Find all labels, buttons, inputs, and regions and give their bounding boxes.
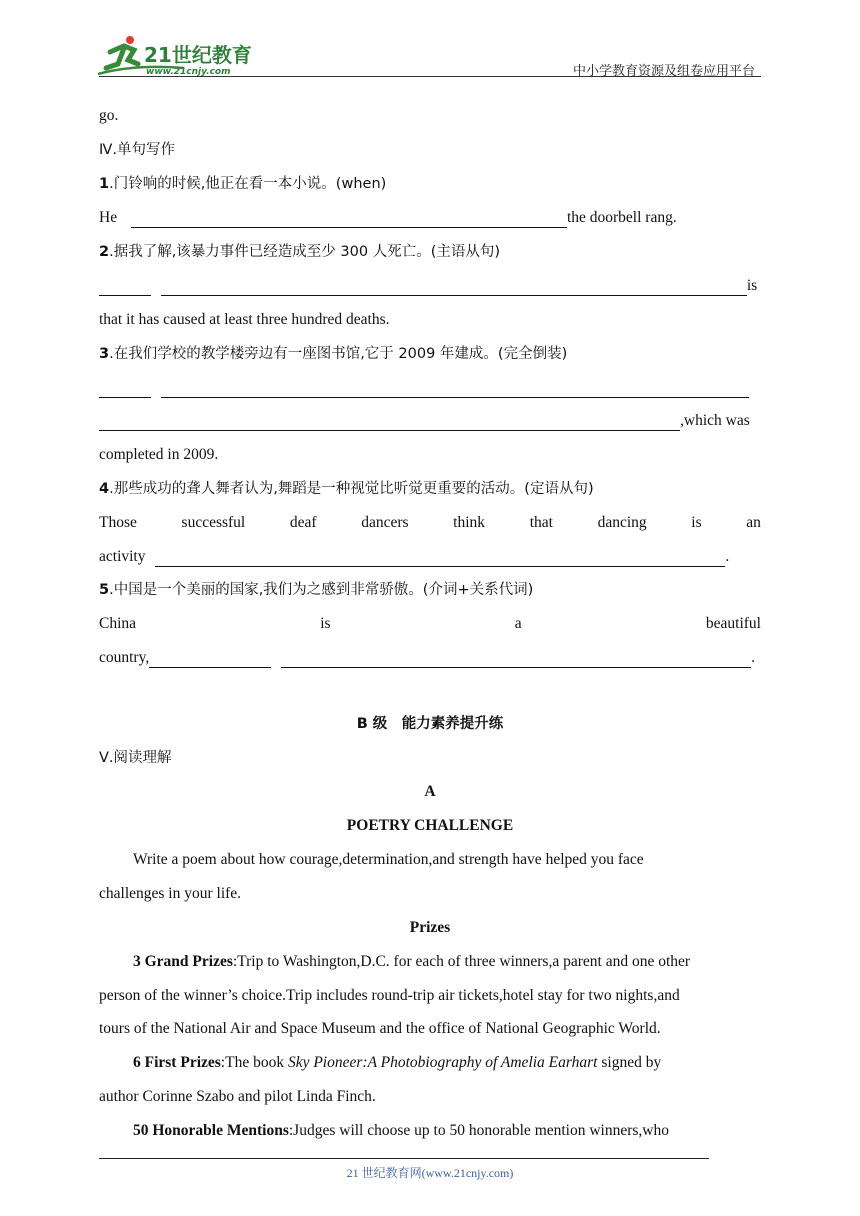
prize-label: 6 First Prizes (133, 1054, 221, 1071)
question-text: .据我了解,该暴力事件已经造成至少 300 人死亡。(主语从句) (109, 244, 501, 260)
header-platform-text: 中小学教育资源及组卷应用平台 (572, 64, 755, 79)
answer-prefix: country, (99, 649, 150, 666)
answer-blank[interactable] (99, 414, 680, 431)
question-5-prompt (99, 580, 761, 600)
question-number: 4 (99, 481, 110, 497)
answer-blank[interactable] (149, 651, 271, 668)
question-4-answer-line (99, 547, 761, 567)
question-4-prompt (99, 479, 761, 499)
logo-wordmark: 21世纪教育 (144, 43, 252, 67)
continued-text: go. (99, 107, 119, 124)
question-text: .在我们学校的教学楼旁边有一座图书馆,它于 2009 年建成。(完全倒装) (109, 346, 568, 362)
prize-label: 3 Grand Prizes (133, 953, 233, 970)
question-number: 5 (99, 582, 110, 598)
level-b-title: B 级 能力素养提升练 (356, 716, 504, 732)
word: dancing (597, 514, 647, 531)
question-number: 3 (99, 346, 110, 362)
prize-text: :The book (220, 1054, 288, 1071)
grand-prize-line-1 (99, 952, 761, 972)
question-text: .那些成功的聋人舞者认为,舞蹈是一种视觉比听觉更重要的活动。(定语从句) (109, 481, 594, 497)
answer-blank[interactable] (131, 211, 567, 228)
word: a (514, 615, 522, 632)
word: beautiful (705, 615, 761, 632)
question-3-answer-line-1 (99, 378, 761, 398)
prizes-heading: Prizes (409, 919, 451, 936)
answer-suffix: the doorbell rang. (566, 209, 677, 226)
answer-prefix: activity (99, 548, 146, 565)
question-number: 1 (99, 176, 110, 192)
passage-title: POETRY CHALLENGE (346, 817, 514, 834)
question-3-continuation: completed in 2009. (99, 446, 219, 463)
word: is (320, 615, 331, 632)
question-2-continuation: that it has caused at least three hundred deaths. (99, 311, 390, 328)
footer-text[interactable]: 21 世纪教育网(www.21cnjy.com) (346, 1166, 514, 1180)
answer-prefix: He (99, 209, 118, 226)
question-number: 2 (99, 244, 110, 260)
word: dancers (361, 514, 409, 531)
passage-intro-line-1: Write a poem about how courage,determination,and strength have helped you face (133, 851, 644, 868)
prize-text: :Judges will choose up to 50 honorable mention winners,who (288, 1122, 670, 1139)
first-prize-line-1 (99, 1053, 761, 1073)
section-title: Ⅳ.单句写作 (99, 142, 175, 158)
question-3-prompt (99, 344, 761, 364)
answer-blank[interactable] (99, 279, 151, 296)
answer-suffix: . (751, 649, 755, 666)
first-prize-line-2: author Corinne Szabo and pilot Linda Finch. (99, 1088, 376, 1105)
answer-blank[interactable] (281, 651, 751, 668)
answer-suffix: . (725, 548, 730, 565)
answer-suffix: ,which was (680, 412, 750, 429)
answer-blank[interactable] (161, 279, 747, 296)
grand-prize-line-3: tours of the National Air and Space Museum and the office of National Geographic World. (99, 1020, 661, 1037)
answer-suffix: is (746, 277, 758, 294)
site-logo (94, 34, 264, 78)
word: Those (99, 514, 137, 531)
answer-blank[interactable] (155, 550, 725, 567)
question-3-answer-line-2 (99, 411, 761, 431)
answer-blank[interactable] (161, 381, 749, 398)
question-text: .门铃响的时候,他正在看一本小说。(when) (109, 176, 387, 192)
question-1-answer-line (99, 208, 761, 228)
footer-divider (99, 1158, 709, 1159)
question-5-sentence-line (99, 614, 761, 634)
prize-label: 50 Honorable Mentions (133, 1122, 289, 1139)
answer-blank[interactable] (99, 381, 151, 398)
question-4-sentence-line (99, 513, 761, 533)
word: that (529, 514, 553, 531)
question-1-prompt (99, 174, 761, 194)
prize-text: :Trip to Washington,D.C. for each of three winners,a parent and one other (232, 953, 691, 970)
grand-prize-line-2: person of the winner’s choice.Trip includes round-trip air tickets,hotel stay for two nights,and (99, 987, 680, 1004)
header-divider (99, 76, 761, 77)
question-2-prompt (99, 242, 761, 262)
word: think (453, 514, 486, 531)
word: successful (181, 514, 246, 531)
book-title: Sky Pioneer:A Photobiography of Amelia Earhart (287, 1054, 598, 1071)
section-title: Ⅴ.阅读理解 (99, 750, 172, 766)
question-2-answer-line (99, 276, 761, 296)
word: is (691, 514, 702, 531)
honorable-mention-line-1 (99, 1121, 761, 1141)
passage-label: A (424, 783, 436, 800)
word: deaf (289, 514, 317, 531)
question-text: .中国是一个美丽的国家,我们为之感到非常骄傲。(介词+关系代词) (109, 582, 534, 598)
word: China (99, 615, 137, 632)
question-5-answer-line (99, 648, 761, 668)
prize-text: signed by (597, 1054, 662, 1071)
word: an (746, 514, 761, 531)
logo-url: www.21cnjy.com (146, 67, 231, 77)
passage-intro-line-2: challenges in your life. (99, 885, 242, 902)
